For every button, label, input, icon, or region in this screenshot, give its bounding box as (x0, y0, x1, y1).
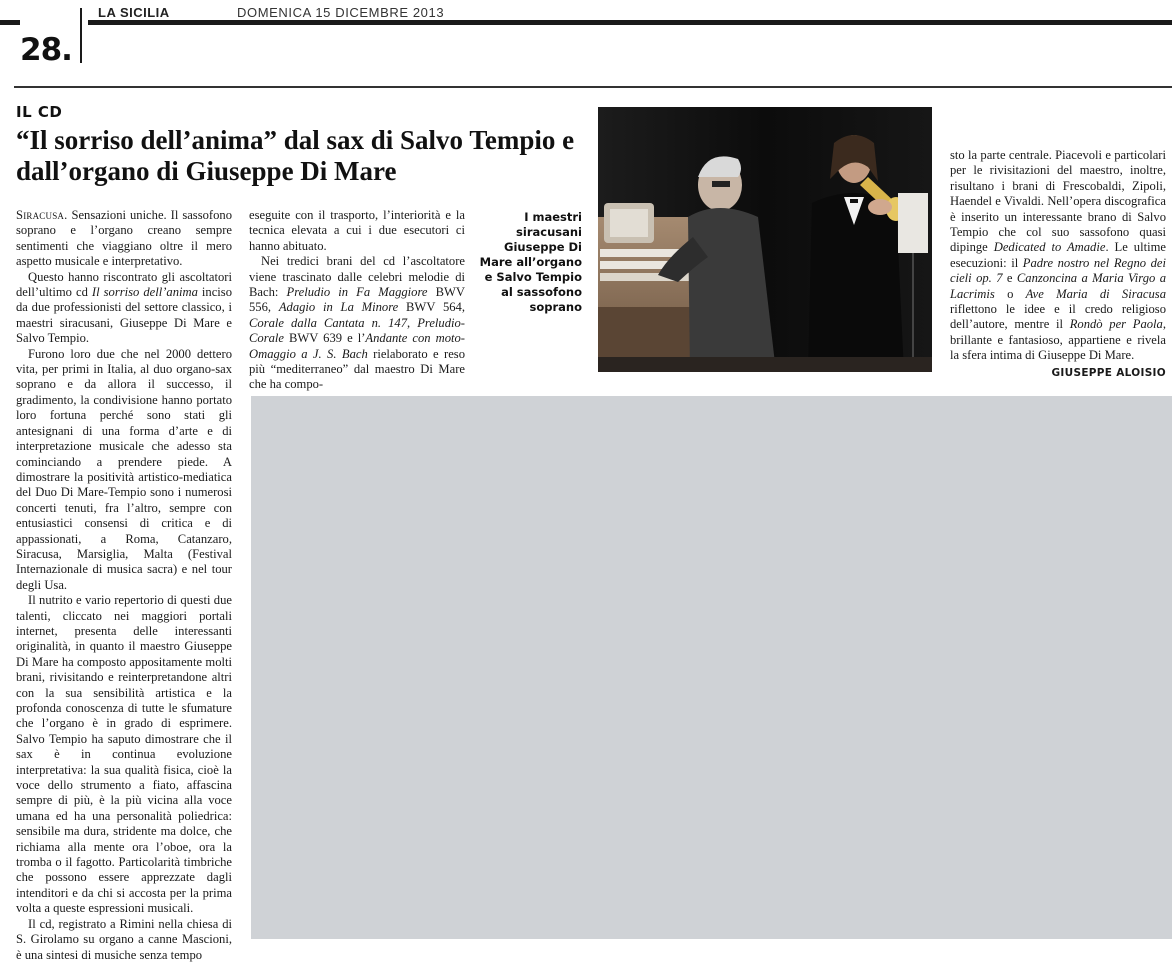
text-run: Il nutrito e vario repertorio di questi due talenti, cliccato nei maggiori portali internet, presenta delle interessanti originalità, in quanto il maestro Giuseppe Di Mare ha composto appositamente molti brani, rivisitando e reinterpretandone altri con la sua sensibilità artistica e la profonda conoscenza di tutte le sfumature che l’organo è in grado di esprimere. Salvo Tempio ha saputo dimostrare che il sax è in continua evoluzione interpretativa: la sua qualità fisica, cioè la voce dello strumento a fiato, affascina sempre di più, è la più vicina alla voce umana ed ha una personalità poliedrica: sensibile ma dura, stridente ma dolce, che richiama alla mente ora l’oboe, ora la tromba o il fagotto. Particolarità timbriche che possono essere apprezzate dagli intenditori e da chi si accosta per la prima volta a queste espressioni musicali. (16, 593, 232, 916)
italic-title: Preludio in Fa Maggiore (286, 285, 428, 300)
text-run: Furono loro due che nel 2000 dettero vita, per primi in Italia, al duo organo-sax soprano e da allora il successo, il gradimento, la condivisione hanno portato loro fortuna perché sono stati gli antesignani di una forma d’arte e di interpretazione musicale che adesso sta cominciando a prendere piede. A dimostrare la positività artistico-mediatica del Duo Di Mare-Tempio sono i numerosi concerti tenuti, fra l’altro, sempre con entusiastici consensi di critica e di appassionati, a Roma, Catanzaro, Siracusa, Marsiglia, Malta (Festival Internazionale di musica sacra) e nel tour degli Usa. (16, 346, 232, 592)
article-photo (598, 107, 932, 372)
text-run: BWV 556, (249, 285, 466, 315)
article-paragraph (950, 148, 1166, 364)
article-paragraph (249, 254, 465, 393)
dateline: Siracusa. (16, 208, 68, 222)
article-paragraph (16, 270, 232, 347)
text-run: , (407, 315, 418, 330)
italic-title: Rondò per Paola (1069, 317, 1163, 332)
article-paragraph (249, 208, 465, 254)
issue-date: DOMENICA 15 DICEMBRE 2013 (237, 5, 445, 20)
text-run: inciso da due professionisti del settore classico, i maestri siracusani, Giuseppe Di Mare e Salvo Tempio. (16, 285, 233, 346)
masthead-rule-left (0, 20, 20, 25)
italic-title: Ave Maria di Siracusa (1025, 286, 1166, 301)
italic-title: Corale dalla Cantata n. 147 (249, 315, 407, 330)
text-run: Il cd, registrato a Rimini nella chiesa di S. Girolamo su organo a canne Mascioni, è una sintesi di musiche senza tempo (16, 916, 232, 962)
text-run: sto la parte centrale. Piacevoli e particolari per le rivisitazioni del maestro, inoltre, risultano i brani di Frescobaldi, Zipoli, Haendel e Vivaldi. Nell’opera discografica è inserito un interessante brano di Salvo Tempio che col suo sassofono quasi dipinge (950, 148, 1166, 255)
text-run: Nei tredici brani del cd l’ascoltatore viene trascinato dalle celebri melodie di Bach: (249, 254, 465, 300)
article-column-3 (950, 148, 1166, 381)
article-column-2 (249, 208, 465, 393)
text-run: eseguite con il trasporto, l’interiorità e la tecnica elevata a cui i due esecutori ci hanno abituato. (249, 208, 465, 253)
italic-title: Andante con moto-Omaggio a J. S. Bach (249, 331, 465, 361)
text-run: , brillante e fantasioso, appartiene e rivela la sfera intima di Giuseppe Di Mare. (950, 317, 1166, 363)
italic-title: Adagio in La Minore (278, 300, 399, 315)
italic-title: Il sorriso dell’anima (91, 285, 198, 300)
article-paragraph (16, 208, 232, 270)
text-run: e (1002, 271, 1017, 286)
text-run: BWV 564, (398, 300, 466, 315)
section-kicker: IL CD (16, 103, 63, 121)
text-run: rielaborato e reso più “mediterraneo” dal maestro Di Mare che ha compo- (249, 346, 466, 392)
text-run: BWV 639 e l’ (283, 331, 366, 346)
article-headline: “Il sorriso dell’anima” dal sax di Salvo Tempio e dall’organo di Giuseppe Di Mare (16, 125, 575, 186)
masthead-rule (88, 20, 1172, 25)
italic-title: Canzoncina a Maria Virgo a Lacrimis (950, 271, 1166, 301)
text-run: Questo hanno riscontrato gli ascoltatori dell’ultimo cd (16, 269, 232, 300)
photo-icon (598, 107, 932, 372)
masthead-vertical-rule (80, 8, 82, 63)
article-byline: GIUSEPPE ALOISIO (1051, 366, 1166, 379)
text-run: o (994, 286, 1026, 301)
article-paragraph (16, 593, 232, 917)
text-run: . Le ultime esecuzioni: il (950, 240, 1166, 270)
article-paragraph (16, 917, 232, 963)
newspaper-name: LA SICILIA (98, 5, 170, 20)
section-rule (14, 86, 1172, 88)
page-number: 28. (20, 32, 72, 68)
article-column-1 (16, 208, 232, 963)
italic-title: Padre nostro nel Regno dei cieli op. 7 (950, 255, 1166, 286)
italic-title: Dedicated to Amadie (993, 240, 1106, 255)
italic-title: Preludio-Corale (249, 315, 466, 346)
photo-caption: I maestri siracusani Giuseppe Di Mare all’organo e Salvo Tempio al sassofono soprano (479, 210, 582, 314)
text-run: riflettono le idee e il credo religioso dell’autore, mentre il (950, 302, 1166, 332)
advertisement-area (251, 396, 1172, 939)
text-run: Sensazioni uniche. Il sassofono soprano e l’organo creano sempre sentimenti che viaggiano oltre il mero aspetto musicale e interpretativo. (16, 208, 232, 269)
article-paragraph (16, 347, 232, 594)
